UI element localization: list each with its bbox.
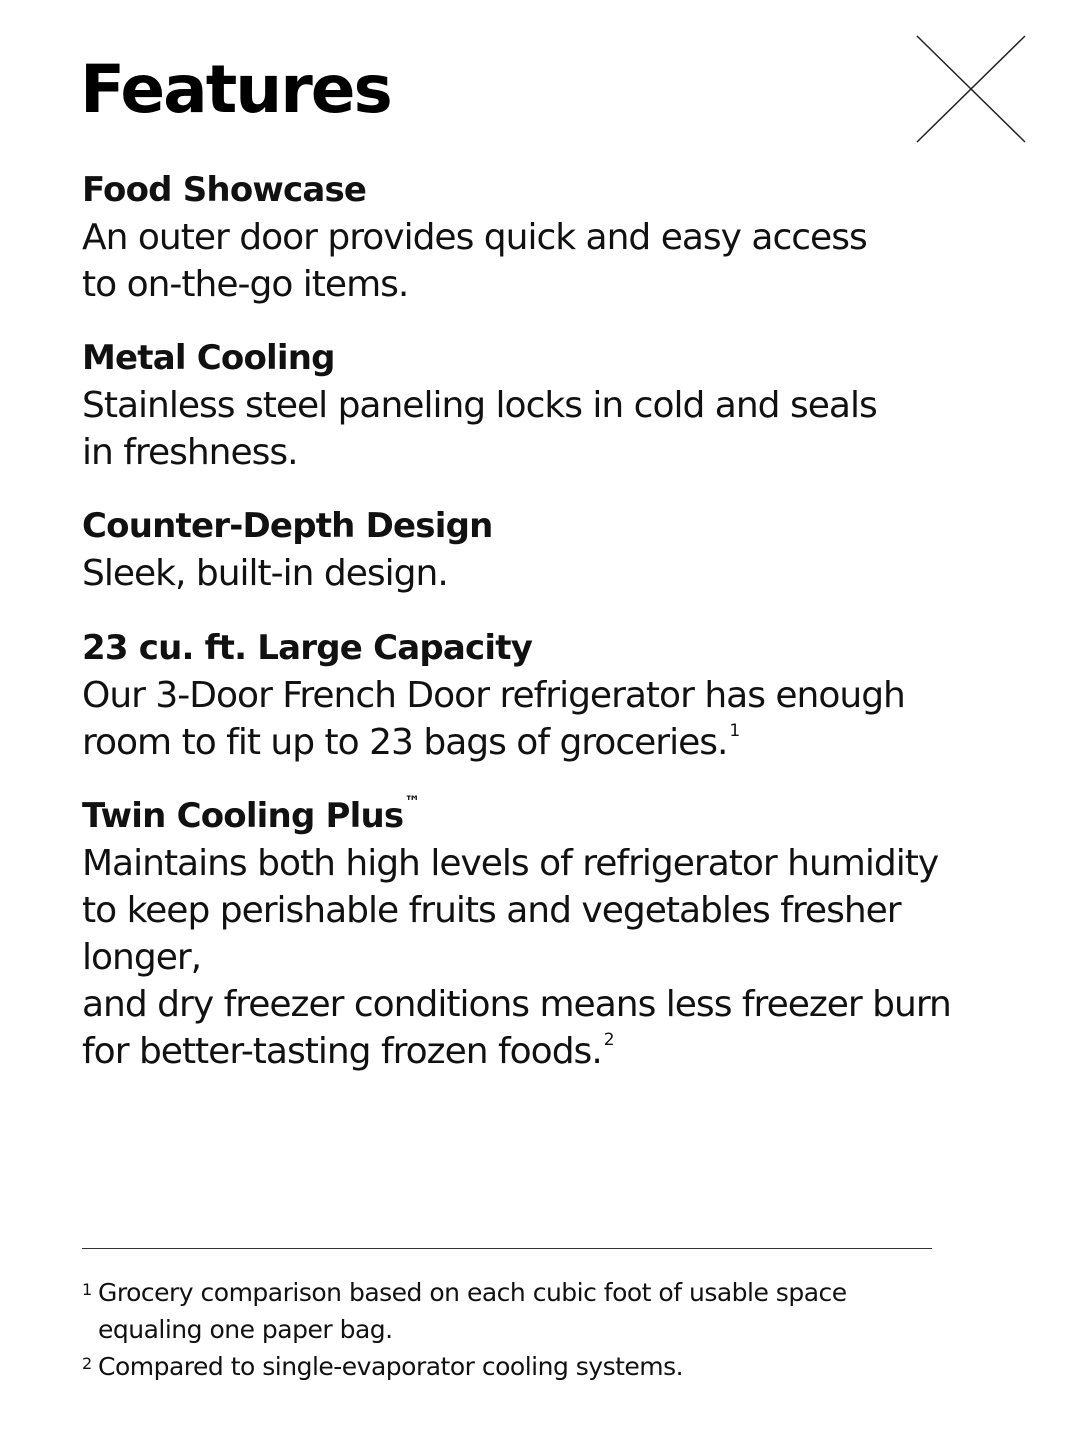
footnotes: [82, 1274, 982, 1385]
feature-description-line: Stainless steel paneling locks in cold and seals: [82, 385, 877, 426]
feature-large-capacity: [82, 624, 905, 766]
feature-twin-cooling-plus: [82, 792, 1022, 1075]
page-title: Features: [80, 51, 391, 128]
feature-description-line: to keep perishable fruits and vegetables fresher longer,: [82, 890, 901, 978]
feature-description-line: An outer door provides quick and easy access: [82, 217, 867, 258]
feature-title: 23 cu. ft. Large Capacity: [82, 628, 533, 668]
footnote-marker: 1: [82, 1280, 92, 1299]
footnote-reference: 2: [603, 1030, 615, 1050]
feature-description-line: [82, 1028, 1022, 1075]
trademark-mark: ™: [404, 792, 421, 811]
feature-description-line: and dry freezer conditions means less freezer burn: [82, 984, 951, 1025]
feature-counter-depth-design: [82, 502, 493, 597]
footnote-line: Compared to single-evaporator cooling systems.: [98, 1352, 684, 1381]
footnote-line: Grocery comparison based on each cubic foot of usable space: [98, 1278, 847, 1307]
feature-description-line: to on-the-go items.: [82, 264, 409, 305]
feature-metal-cooling: [82, 334, 877, 476]
feature-description-text: room to fit up to 23 bags of groceries.: [82, 722, 728, 763]
close-button[interactable]: [915, 34, 1027, 144]
feature-description-line: in freshness.: [82, 432, 298, 473]
footnote-2: [82, 1348, 982, 1385]
footnote-marker: 2: [82, 1354, 92, 1373]
feature-description-line: Sleek, built-in design.: [82, 553, 448, 594]
feature-title: [82, 792, 1022, 840]
footnote-reference: 1: [729, 721, 741, 741]
feature-title-text: Twin Cooling Plus: [82, 796, 404, 836]
feature-title: Metal Cooling: [82, 338, 335, 378]
feature-title: Counter-Depth Design: [82, 506, 493, 546]
close-icon: [915, 34, 1027, 144]
footnote-line: equaling one paper bag.: [98, 1315, 393, 1344]
feature-title: Food Showcase: [82, 170, 367, 210]
footnote-divider: [82, 1248, 932, 1249]
feature-description-line: Maintains both high levels of refrigerator humidity: [82, 843, 939, 884]
feature-food-showcase: [82, 166, 867, 308]
feature-description-line: Our 3-Door French Door refrigerator has enough: [82, 675, 905, 716]
footnote-1: [82, 1274, 982, 1348]
feature-description-text: for better-tasting frozen foods.: [82, 1031, 602, 1072]
feature-description-line: [82, 719, 905, 766]
